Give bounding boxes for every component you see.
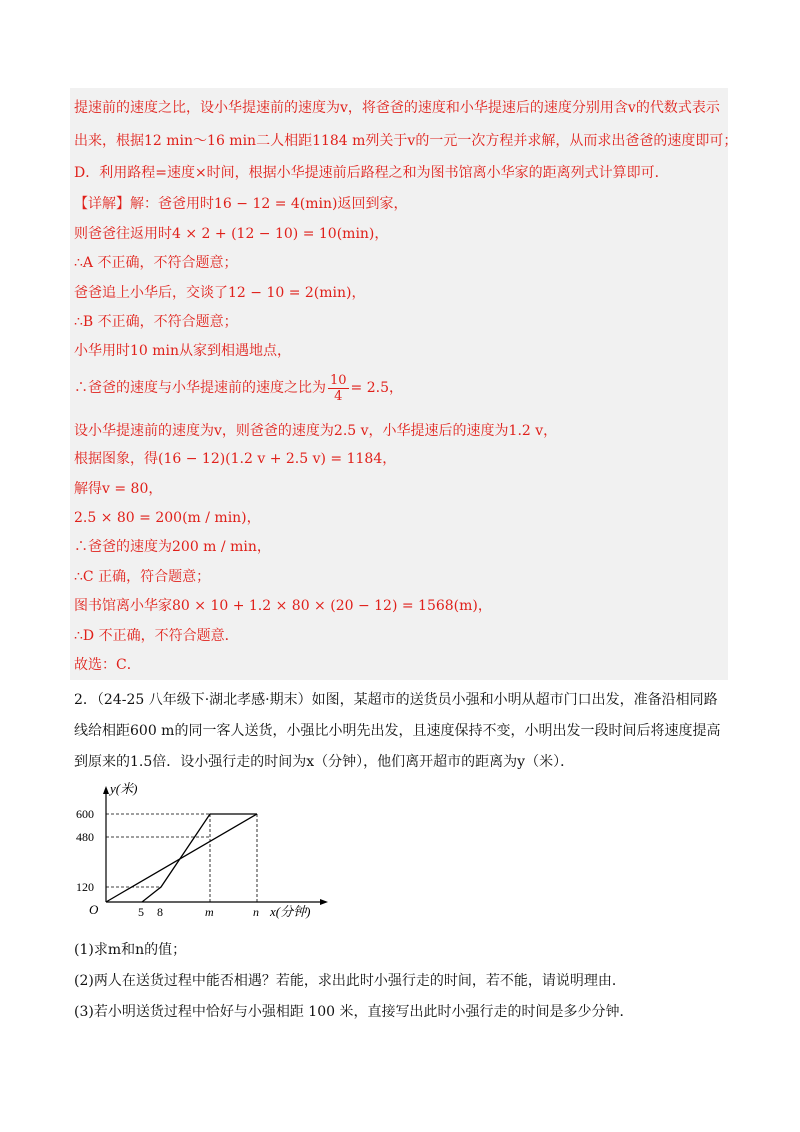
solution-line-16: 图书馆离小华家80 × 10 + 1.2 × 80 × (20 − 12) = 1568(m)，	[74, 598, 492, 614]
solution-line-12: 解得v = 80，	[74, 481, 163, 497]
solution-line-10: 设小华提速前的速度为v，则爸爸的速度为2.5 v，小华提速后的速度为1.2 v，	[74, 423, 558, 439]
ratio-prefix: ∴爸爸的速度与小华提速前的速度之比为	[74, 380, 326, 396]
ratio-denominator: 4	[334, 388, 343, 404]
question-3: (3)若小明送货过程中恰好与小强相距 100 米，直接写出此时小强行走的时间是多少分钟．	[74, 1004, 634, 1020]
ratio-suffix: = 2.5，	[350, 380, 403, 396]
solution-line-9: 小华用时10 min从家到相遇地点，	[74, 343, 292, 359]
solution-line-11: 根据图象，得(16 − 12)(1.2 v + 2.5 v) = 1184，	[74, 451, 397, 467]
y-tick-480: 480	[76, 830, 94, 844]
solution-line-3: D．利用路程=速度×时间，根据小华提速前后路程之和为图书馆离小华家的距离列式计算即可．	[74, 165, 669, 181]
solution-line-14: ∴爸爸的速度为200 m / min，	[74, 539, 271, 555]
solution-line-7: 爸爸追上小华后，交谈了12 − 10 = 2(min)，	[74, 285, 366, 301]
solution-line-18: 故选：C．	[74, 657, 141, 673]
y-tick-120: 120	[76, 880, 94, 894]
y-axis-label: y(米)	[110, 781, 138, 796]
solution-ratio-line	[74, 371, 403, 405]
solution-line-2: 出来，根据12 min～16 min二人相距1184 m列关于v的一元一次方程并求解，从而求出爸爸的速度即可；	[74, 133, 738, 149]
problem-line-2: 线给相距600 m的同一客人送货，小强比小明先出发，且速度保持不变，小明出发一段时间后将速度提高	[74, 723, 721, 739]
origin-label: O	[89, 902, 99, 917]
y-tick-600: 600	[76, 807, 94, 821]
x-axis-label: x(分钟)	[270, 904, 311, 919]
problem-line-3: 到原来的1.5倍．设小强行走的时间为x（分钟），他们离开超市的距离为y（米）．	[74, 754, 575, 770]
question-1: (1)求m和n的值；	[74, 942, 187, 958]
distance-time-graph	[70, 780, 350, 930]
solution-line-1: 提速前的速度之比，设小华提速前的速度为v，将爸爸的速度和小华提速后的速度分别用含v的代数式表示	[74, 100, 720, 116]
ratio-numerator: 10	[330, 372, 347, 388]
problem-line-1: 2．（24-25 八年级下·湖北孝感·期末）如图，某超市的送货员小强和小明从超市门口出发，准备沿相同路	[74, 692, 718, 708]
x-tick-n: n	[253, 905, 259, 919]
solution-line-4: 【详解】解：爸爸用时16 − 12 = 4(min)返回到家，	[74, 196, 408, 212]
x-tick-m: m	[205, 905, 214, 919]
solution-line-8: ∴B 不正确，不符合题意；	[74, 314, 238, 330]
solution-line-13: 2.5 × 80 = 200(m / min)，	[74, 510, 261, 526]
question-2: (2)两人在送货过程中能否相遇？若能，求出此时小强行走的时间，若不能，请说明理由．	[74, 973, 626, 989]
solution-line-15: ∴C 正确，符合题意；	[74, 569, 211, 585]
x-tick-8: 8	[157, 905, 163, 919]
solution-line-17: ∴D 不正确，不符合题意．	[74, 628, 239, 644]
xiaoming-line	[142, 814, 257, 902]
solution-line-6: ∴A 不正确，不符合题意；	[74, 255, 238, 271]
x-axis-arrow	[320, 899, 328, 905]
y-axis-arrow	[103, 786, 109, 794]
solution-line-5: 则爸爸往返用时4 × 2 + (12 − 10) = 10(min)，	[74, 226, 389, 242]
ratio-fraction	[328, 373, 349, 404]
x-tick-5: 5	[138, 905, 144, 919]
xiaoqiang-line	[106, 814, 257, 902]
